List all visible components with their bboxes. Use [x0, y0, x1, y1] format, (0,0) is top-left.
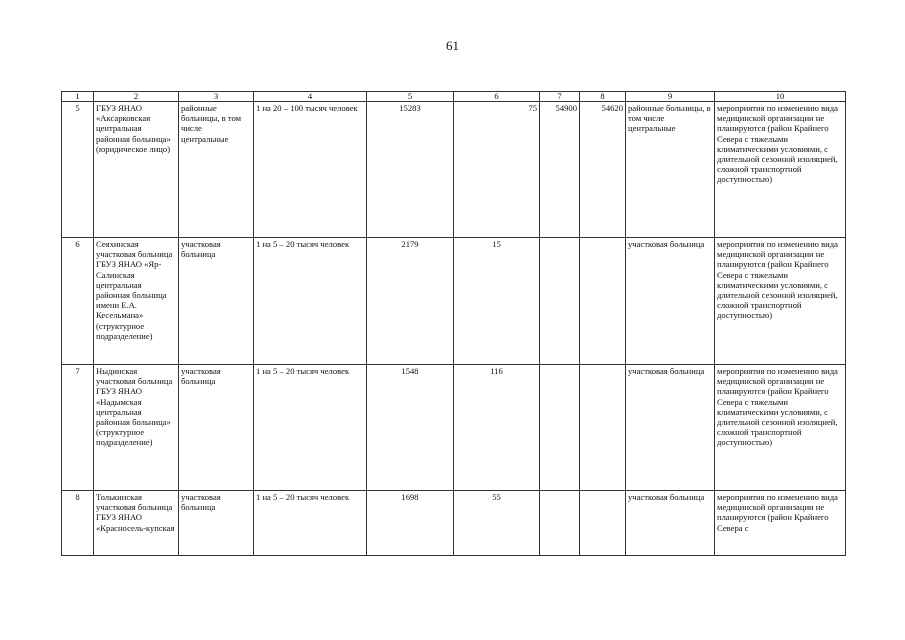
value-col6: 75	[454, 102, 540, 238]
value-col5: 2179	[367, 238, 454, 365]
row-number: 7	[62, 365, 94, 491]
column-number: 8	[580, 92, 626, 102]
planned-type: районные больницы, в том числе центральные	[626, 102, 715, 238]
value-col6: 55	[454, 491, 540, 556]
population-norm: 1 на 5 – 20 тысяч человек	[254, 491, 367, 556]
value-col8: 54620	[580, 102, 626, 238]
measures-note: мероприятия по изменению вида медицинской организации не планируются (район Крайнего Севера с тяжелыми климатическими условиями, с длительной сезонной изоляцией, сложной транспортной доступностью)	[715, 365, 846, 491]
planned-type: участковая больница	[626, 491, 715, 556]
table-row	[62, 491, 846, 556]
row-number: 6	[62, 238, 94, 365]
value-col7	[540, 365, 580, 491]
value-col8	[580, 491, 626, 556]
table-row	[62, 238, 846, 365]
population-norm: 1 на 20 – 100 тысяч человек	[254, 102, 367, 238]
facilities-table	[61, 91, 846, 556]
row-number: 5	[62, 102, 94, 238]
page-number: 61	[446, 38, 459, 53]
facility-name: ГБУЗ ЯНАО «Аксарковская центральная районная больница» (юридическое лицо)	[94, 102, 179, 238]
column-number: 1	[62, 92, 94, 102]
value-col7	[540, 238, 580, 365]
facility-type: районные больницы, в том числе центральные	[179, 102, 254, 238]
facility-name: Сеяхинская участковая больница ГБУЗ ЯНАО «Яр-Салинская центральная районная больница имени Е.А. Кесельмана» (структурное подразделение)	[94, 238, 179, 365]
facility-type: участковая больница	[179, 365, 254, 491]
column-number: 7	[540, 92, 580, 102]
population-norm: 1 на 5 – 20 тысяч человек	[254, 238, 367, 365]
planned-type: участковая больница	[626, 365, 715, 491]
planned-type: участковая больница	[626, 238, 715, 365]
column-number: 3	[179, 92, 254, 102]
column-number: 10	[715, 92, 846, 102]
column-number-row	[62, 92, 846, 102]
table-row	[62, 365, 846, 491]
column-number: 9	[626, 92, 715, 102]
population-norm: 1 на 5 – 20 тысяч человек	[254, 365, 367, 491]
facility-name: Ныдинская участковая больница ГБУЗ ЯНАО «Надымская центральная районная больница» (структурное подразделение)	[94, 365, 179, 491]
measures-note: мероприятия по изменению вида медицинской организации не планируются (район Крайнего Севера с тяжелыми климатическими условиями, с длительной сезонной изоляцией, сложной транспортной доступностью)	[715, 238, 846, 365]
facility-type: участковая больница	[179, 491, 254, 556]
value-col7: 54900	[540, 102, 580, 238]
measures-note: мероприятия по изменению вида медицинской организации не планируются (район Крайнего Севера с	[715, 491, 846, 556]
value-col7	[540, 491, 580, 556]
column-number: 2	[94, 92, 179, 102]
column-number: 6	[454, 92, 540, 102]
row-number: 8	[62, 491, 94, 556]
value-col5: 15283	[367, 102, 454, 238]
column-number: 5	[367, 92, 454, 102]
value-col8	[580, 238, 626, 365]
column-number: 4	[254, 92, 367, 102]
measures-note: мероприятия по изменению вида медицинской организации не планируются (район Крайнего Севера с тяжелыми климатическими условиями, с длительной сезонной изоляцией, сложной транспортной доступностью)	[715, 102, 846, 238]
value-col6: 116	[454, 365, 540, 491]
table-row	[62, 102, 846, 238]
value-col5: 1698	[367, 491, 454, 556]
value-col8	[580, 365, 626, 491]
value-col5: 1548	[367, 365, 454, 491]
facility-name: Толькинская участковая больница ГБУЗ ЯНАО «Красносель-купская	[94, 491, 179, 556]
value-col6: 15	[454, 238, 540, 365]
facility-type: участковая больница	[179, 238, 254, 365]
